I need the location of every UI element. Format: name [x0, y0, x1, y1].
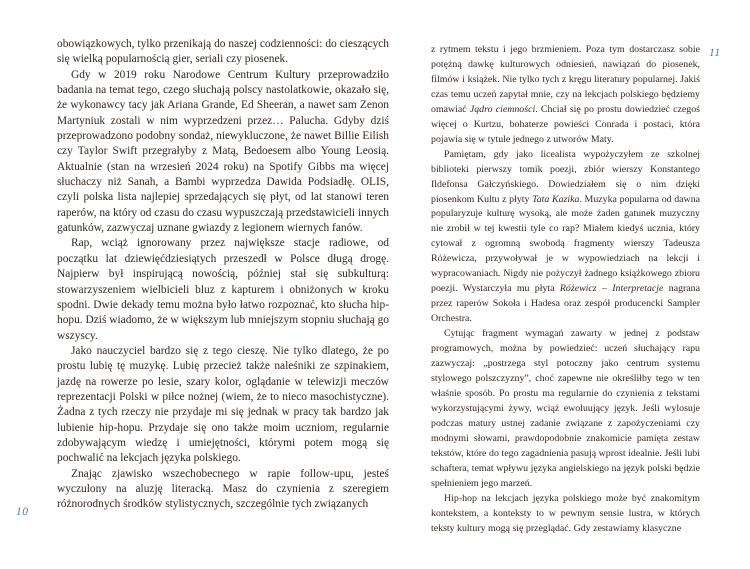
- body-text: Jako nauczyciel bardzo się z tego cieszę. Nie tylko dlatego, że po prostu lubię tę muzykę. Lubię przecież także naleśniki ze szpinakiem, jazdę na rowerze po lesie, szary kolor, oglądanie w telewizji meczów reprezentacji Polski w piłce nożnej (wiem, że to nieco masochistyczne). Żadna z tych rzeczy nie przydaje mi się jednak w pracy tak bardzo jak lubienie hip-hopu. Przydaje się ono także moim uczniom, regularnie zdobywającym wiedzę i umiejętności, którymi potem mogą się pochwalić na lekcjach języka polskiego.: [57, 344, 389, 465]
- paragraph: [431, 492, 700, 537]
- body-text: z rytmem tekstu i jego brzmieniem. Poza tym dostarczasz sobie potężną dawkę kulturowych odniesień, nawiązań do piosenek, filmów i książek. Nie tylko tych z kręgu literatury popularnej. Jakiś czas temu uczeń zapytał mnie, czy na lekcjach polskiego będziemy omawiać: [431, 44, 700, 115]
- paragraph: [431, 148, 700, 327]
- body-text: nagrana przez raperów Sokoła i Hadesa oraz zespół producencki Sampler Orchestra.: [431, 283, 701, 325]
- left-page-text: [57, 37, 389, 513]
- paragraph: [57, 344, 389, 467]
- body-text: Gdy w 2019 roku Narodowe Centrum Kultury przeprowadziło badania na temat tego, czego słuchają polscy nastolatkowie, okazało się, że wykonawcy tacy jak Ariana Grande, Ed Sheeran, a nawet sam Zenon Martyniuk zostali w nim wyprzedzeni przez… Palucha. Gdyby dziś przeprowadzono podobny sondaż, niewykluczone, że nawet Billie Eilish czy Taylor Swift przegrałyby z Matą, Bedoesem albo Young Leosią. Aktualnie (stan na wrzesień 2024 roku) na Spotify Gibbs ma więcej słuchaczy niż Sanah, a Bambi wyprzedza Dawida Podsiadłę. OLIS, czyli polska lista najlepiej sprzedających się płyt, od lat stanowi teren raperów, na który od czasu do czasu wypuszczają przedstawicieli innych gatunków, zazwyczaj uznane gwiazdy z legionem wiernych fanów.: [57, 68, 389, 235]
- body-text: obowiązkowych, tylko przenikają do naszej codzienności: do cieszących się wielką popularnością gier, seriali czy piosenek.: [57, 38, 389, 66]
- body-text: Hip-hop na lekcjach języka polskiego może być znakomitym kontekstem, a konteksty to w pewnym sensie lustra, w których teksty kultury mogą się przeglądać. Gdy zestawiamy klasyczne: [431, 492, 700, 534]
- body-text: Znając zjawisko wszechobecnego w rapie follow-upu, jesteś wyczulony na aluzję literacką. Masz do czynienia z szeregiem różnorodnych środków stylistycznych, szczególnie tych związanych: [57, 467, 389, 511]
- body-text: . Muzyka popularna od dawna popularyzuje kulturę wysoką, ale może żaden gatunek muzyczny nie zrobił w tej kwestii tyle co rap? Miałem kiedyś ucznia, który cytował z ogromną swobodą fragmenty wierszy Tadeusza Różewicza, przywoływał je w wypowiedziach na lekcji i wypracowaniach. Nigdy nie pożyczył żadnego książkowego zbioru poezji. Wystarczyła mu płyta: [431, 193, 701, 295]
- right-page-text: [431, 43, 700, 536]
- paragraph: [57, 68, 389, 237]
- paragraph: [431, 327, 700, 491]
- body-text: Pamiętam, gdy jako licealista wypożyczyłem ze szkolnej biblioteki pierwszy tomik poezji, zbiór wierszy Konstantego Ildefonsa Gałczyńskiego. Dowiedziałem się o nim dzięki piosenkom Kultu z płyty: [431, 148, 700, 205]
- paragraph: [57, 37, 389, 68]
- body-text: . Chciał się po prostu dowiedzieć czegoś więcej o Kurtzu, bohaterze powieści Conrada i postaci, która pojawia się w tytule jednego z utworów Maty.: [431, 103, 700, 145]
- page-number-left: 10: [16, 506, 29, 518]
- paragraph: [57, 236, 389, 343]
- paragraph: [431, 43, 700, 148]
- italic-title-text: Różewicz – Interpretacje: [559, 283, 664, 295]
- page-number-right: 11: [709, 47, 721, 59]
- paragraph: [57, 467, 389, 513]
- body-text: Cytując fragment wymagań zawarty w jednej z podstaw programowych, można by powiedzieć: uczeń słuchający rapu zazwyczaj: „postrzega styl potoczny jako centrum systemu stylowego polszczyzny”, choć zapewne nie określiłby tego w ten właśnie sposób. Po prostu ma regularnie do czynienia z tekstami wykorzystującymi żywy, wciąż ewoluujący język. Jeśli wylosuje podczas matury ustnej zadanie związane z zapożyczeniami czy modnymi słowami, prawdopodobnie znakomicie pamięta zestaw tekstów, które do tego zagadnienia pasują wprost idealnie. Jeśli lubi schaftera, temat wpływu języka angielskiego na język polski będzie spełnieniem jego marzeń.: [431, 328, 700, 489]
- body-text: Rap, wciąż ignorowany przez największe stacje radiowe, od początku lat dziewięćdziesiątych przeszedł w Polsce długą drogę. Najpierw był inspirującą nowością, później stał się subkulturą: stowarzyszeniem wielbicieli bluz z kapturem i obniżonych w kroku spodni. Dwie dekady temu można było łatwo rozpoznać, kto słucha hip-hopu. Dziś wiadomo, że w większym lub mniejszym stopniu słuchają go wszyscy.: [57, 237, 389, 342]
- italic-title-text: Jądro ciemności: [469, 103, 536, 115]
- italic-title-text: Tata Kazika: [532, 193, 580, 205]
